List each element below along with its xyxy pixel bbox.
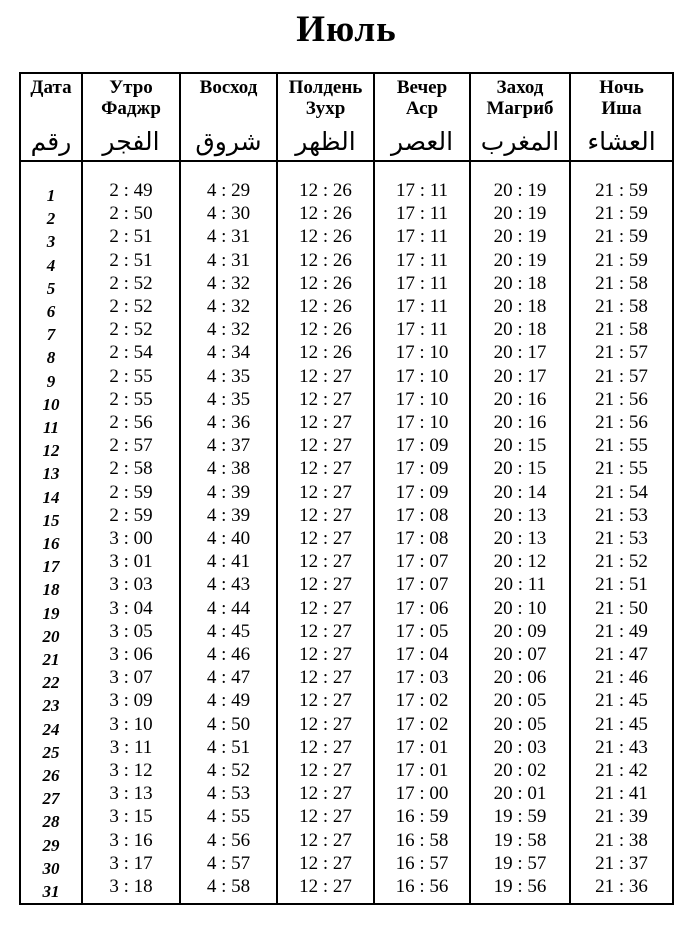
isha-time: 21 : 43 [595, 736, 648, 758]
day-number: 12 [42, 441, 60, 461]
asr-time: 17 : 01 [395, 760, 449, 782]
asr-time: 17 : 11 [395, 203, 449, 225]
asr-time: 17 : 09 [395, 458, 449, 480]
column-label-ar: الظهر [295, 127, 356, 156]
isha-time: 21 : 59 [595, 203, 648, 225]
isha-time: 21 : 52 [595, 551, 648, 573]
sunrise-time: 4 : 44 [206, 597, 251, 619]
maghrib-time: 20 : 11 [493, 574, 547, 596]
fajr-time: 2 : 59 [109, 504, 153, 526]
column-label-ru: Утро [109, 77, 153, 98]
maghrib-time: 20 : 15 [493, 435, 547, 457]
maghrib-time: 19 : 58 [493, 829, 547, 851]
sunrise-time: 4 : 29 [206, 180, 251, 201]
isha-time: 21 : 59 [595, 249, 648, 271]
zuhr-time: 12 : 26 [299, 296, 352, 318]
zuhr-time: 12 : 27 [299, 620, 352, 642]
column-header-sunrise [181, 74, 278, 160]
fajr-time: 2 : 52 [109, 272, 153, 294]
column-header-ru-block [289, 77, 363, 119]
day-number: 3 [46, 232, 56, 252]
day-number: 1 [46, 186, 56, 205]
asr-time: 17 : 10 [395, 365, 449, 387]
fajr-time: 3 : 15 [109, 806, 153, 828]
day-number: 29 [42, 835, 60, 855]
column-values-sunrise [181, 162, 278, 903]
sunrise-time: 4 : 35 [206, 388, 251, 410]
maghrib-time: 20 : 15 [493, 458, 547, 480]
asr-time: 16 : 59 [395, 806, 449, 828]
fajr-time: 3 : 18 [109, 876, 153, 898]
fajr-time: 3 : 11 [109, 736, 153, 758]
asr-time: 17 : 11 [395, 319, 449, 341]
sunrise-time: 4 : 39 [206, 504, 251, 526]
asr-time: 16 : 57 [395, 852, 449, 874]
maghrib-time: 20 : 16 [493, 412, 547, 434]
maghrib-time: 19 : 56 [493, 876, 547, 898]
zuhr-time: 12 : 27 [299, 435, 352, 457]
sunrise-time: 4 : 36 [206, 412, 251, 434]
asr-time: 16 : 58 [395, 829, 449, 851]
asr-time: 17 : 07 [395, 574, 449, 596]
zuhr-time: 12 : 27 [299, 667, 352, 689]
day-number: 13 [42, 464, 60, 484]
zuhr-time: 12 : 27 [299, 504, 352, 526]
column-label-ru: Вечер [396, 77, 448, 98]
maghrib-time: 20 : 05 [493, 713, 547, 735]
fajr-time: 2 : 52 [109, 319, 153, 341]
column-values-asr [375, 162, 471, 903]
fajr-time: 2 : 56 [109, 412, 153, 434]
fajr-time: 3 : 03 [109, 574, 153, 596]
asr-time: 17 : 10 [395, 388, 449, 410]
isha-time: 21 : 56 [595, 412, 648, 434]
column-header-maghrib [471, 74, 571, 160]
fajr-time: 2 : 55 [109, 365, 153, 387]
asr-time: 17 : 08 [395, 504, 449, 526]
isha-time: 21 : 58 [595, 272, 648, 294]
day-number: 20 [42, 626, 60, 646]
isha-time: 21 : 56 [595, 388, 648, 410]
column-label-ru-line2: Магриб [486, 98, 554, 119]
sunrise-time: 4 : 45 [206, 620, 251, 642]
maghrib-time: 20 : 18 [493, 272, 547, 294]
isha-time: 21 : 45 [595, 690, 648, 712]
fajr-time: 3 : 07 [109, 667, 153, 689]
maghrib-time: 20 : 10 [493, 597, 547, 619]
sunrise-time: 4 : 35 [206, 365, 251, 387]
sunrise-time: 4 : 58 [206, 876, 251, 898]
sunrise-time: 4 : 49 [206, 690, 251, 712]
fajr-time: 3 : 12 [109, 760, 153, 782]
column-label-ru-line2: Зухр [305, 98, 346, 119]
day-number: 31 [42, 882, 60, 902]
page-title: Июль [296, 9, 397, 50]
sunrise-time: 4 : 51 [206, 736, 251, 758]
isha-time: 21 : 46 [595, 667, 648, 689]
day-number: 11 [42, 418, 60, 438]
maghrib-time: 20 : 19 [493, 180, 547, 201]
zuhr-time: 12 : 27 [299, 388, 352, 410]
column-header-ru-block [101, 77, 161, 119]
day-number: 5 [46, 278, 56, 298]
day-number: 26 [42, 766, 60, 786]
column-header-ru-block [486, 77, 553, 119]
fajr-time: 3 : 10 [109, 713, 153, 735]
asr-time: 17 : 02 [395, 690, 449, 712]
isha-time: 21 : 38 [595, 829, 648, 851]
maghrib-time: 19 : 57 [493, 852, 547, 874]
asr-time: 17 : 10 [395, 342, 449, 364]
day-number: 2 [46, 209, 56, 229]
column-header-ru-block [397, 77, 447, 119]
sunrise-time: 4 : 31 [206, 226, 251, 248]
isha-time: 21 : 58 [595, 319, 648, 341]
sunrise-time: 4 : 32 [206, 272, 251, 294]
column-header-day [21, 74, 83, 160]
isha-time: 21 : 37 [595, 852, 648, 874]
maghrib-time: 20 : 12 [493, 551, 547, 573]
column-label-ru: Ночь [599, 77, 644, 98]
fajr-time: 2 : 51 [109, 249, 153, 271]
column-label-ar: رقم [30, 127, 72, 156]
maghrib-time: 20 : 16 [493, 388, 547, 410]
zuhr-time: 12 : 27 [299, 876, 352, 898]
sunrise-time: 4 : 53 [206, 783, 251, 805]
zuhr-time: 12 : 26 [299, 203, 352, 225]
zuhr-time: 12 : 27 [299, 365, 352, 387]
fajr-time: 2 : 59 [109, 481, 153, 503]
isha-time: 21 : 47 [595, 644, 648, 666]
maghrib-time: 20 : 06 [493, 667, 547, 689]
isha-time: 21 : 51 [595, 574, 648, 596]
sunrise-time: 4 : 55 [206, 806, 251, 828]
zuhr-time: 12 : 27 [299, 806, 352, 828]
isha-time: 21 : 57 [595, 342, 648, 364]
day-number: 7 [46, 325, 56, 345]
fajr-time: 2 : 55 [109, 388, 153, 410]
maghrib-time: 20 : 19 [493, 249, 547, 271]
zuhr-time: 12 : 26 [299, 342, 352, 364]
sunrise-time: 4 : 46 [206, 644, 251, 666]
day-number: 19 [42, 603, 60, 623]
column-label-ru: Заход [496, 77, 544, 98]
fajr-time: 2 : 54 [109, 342, 153, 364]
prayer-times-table [19, 72, 674, 905]
zuhr-time: 12 : 27 [299, 458, 352, 480]
isha-time: 21 : 55 [595, 458, 648, 480]
fajr-time: 3 : 04 [109, 597, 153, 619]
sunrise-time: 4 : 41 [206, 551, 251, 573]
sunrise-time: 4 : 38 [206, 458, 251, 480]
day-number: 24 [42, 719, 60, 739]
fajr-time: 2 : 50 [109, 203, 153, 225]
fajr-time: 3 : 06 [109, 644, 153, 666]
column-label-ru-line2: Фаджр [101, 98, 161, 119]
day-number: 28 [42, 812, 60, 832]
maghrib-time: 20 : 13 [493, 528, 547, 550]
column-label-ar: المغرب [480, 127, 560, 156]
column-values-isha [571, 162, 672, 903]
fajr-time: 3 : 00 [109, 528, 153, 550]
zuhr-time: 12 : 26 [299, 180, 352, 201]
fajr-time: 2 : 52 [109, 296, 153, 318]
column-label-ru-line2 [30, 98, 71, 119]
day-number: 8 [46, 348, 56, 368]
asr-time: 17 : 03 [395, 667, 449, 689]
zuhr-time: 12 : 27 [299, 551, 352, 573]
isha-time: 21 : 42 [595, 760, 648, 782]
zuhr-time: 12 : 27 [299, 597, 352, 619]
column-header-zuhr [278, 74, 375, 160]
isha-time: 21 : 36 [595, 876, 648, 898]
asr-time: 17 : 11 [395, 296, 449, 318]
asr-time: 17 : 11 [395, 272, 449, 294]
column-label-ar: العشاء [587, 127, 656, 156]
column-header-fajr [83, 74, 181, 160]
sunrise-time: 4 : 43 [206, 574, 251, 596]
column-header-ru-block [30, 77, 71, 119]
column-values-maghrib [471, 162, 571, 903]
zuhr-time: 12 : 26 [299, 249, 352, 271]
fajr-time: 3 : 17 [109, 852, 153, 874]
maghrib-time: 20 : 19 [493, 226, 547, 248]
column-label-ru-line2: Иша [601, 98, 642, 119]
day-number: 25 [42, 742, 60, 762]
maghrib-time: 20 : 09 [493, 620, 547, 642]
zuhr-time: 12 : 27 [299, 760, 352, 782]
isha-time: 21 : 59 [595, 180, 648, 201]
sunrise-time: 4 : 37 [206, 435, 251, 457]
zuhr-time: 12 : 27 [299, 644, 352, 666]
isha-time: 21 : 41 [595, 783, 648, 805]
day-number: 6 [46, 302, 56, 322]
column-values-fajr [83, 162, 181, 903]
sunrise-time: 4 : 56 [206, 829, 251, 851]
isha-time: 21 : 57 [595, 365, 648, 387]
column-values-day [21, 162, 83, 903]
isha-time: 21 : 58 [595, 296, 648, 318]
zuhr-time: 12 : 26 [299, 272, 352, 294]
day-number: 27 [42, 789, 60, 809]
zuhr-time: 12 : 26 [299, 226, 352, 248]
asr-time: 17 : 01 [395, 736, 449, 758]
maghrib-time: 20 : 02 [493, 760, 547, 782]
fajr-time: 2 : 57 [109, 435, 153, 457]
zuhr-time: 12 : 27 [299, 574, 352, 596]
zuhr-time: 12 : 27 [299, 528, 352, 550]
zuhr-time: 12 : 27 [299, 412, 352, 434]
asr-time: 17 : 00 [395, 783, 449, 805]
maghrib-time: 20 : 03 [493, 736, 547, 758]
maghrib-time: 20 : 19 [493, 203, 547, 225]
column-label-ar: الفجر [102, 127, 160, 156]
zuhr-time: 12 : 27 [299, 783, 352, 805]
sunrise-time: 4 : 31 [206, 249, 251, 271]
maghrib-time: 20 : 05 [493, 690, 547, 712]
asr-time: 17 : 10 [395, 412, 449, 434]
sunrise-time: 4 : 50 [206, 713, 251, 735]
table-header-row [21, 74, 672, 162]
column-label-ar: شروق [195, 127, 262, 156]
fajr-time: 3 : 16 [109, 829, 153, 851]
column-label-ar: العصر [390, 127, 454, 156]
zuhr-time: 12 : 27 [299, 829, 352, 851]
column-header-ru-block [200, 77, 258, 119]
asr-time: 17 : 11 [395, 226, 449, 248]
asr-time: 17 : 07 [395, 551, 449, 573]
maghrib-time: 20 : 17 [493, 342, 547, 364]
day-number: 30 [42, 858, 60, 878]
sunrise-time: 4 : 39 [206, 481, 251, 503]
maghrib-time: 19 : 59 [493, 806, 547, 828]
asr-time: 17 : 09 [395, 435, 449, 457]
day-number: 17 [42, 557, 60, 577]
asr-time: 17 : 04 [395, 644, 449, 666]
asr-time: 17 : 08 [395, 528, 449, 550]
isha-time: 21 : 59 [595, 226, 648, 248]
asr-time: 17 : 09 [395, 481, 449, 503]
sunrise-time: 4 : 52 [206, 760, 251, 782]
asr-time: 17 : 05 [395, 620, 449, 642]
sunrise-time: 4 : 32 [206, 319, 251, 341]
day-number: 22 [42, 673, 60, 693]
isha-time: 21 : 54 [595, 481, 648, 503]
sunrise-time: 4 : 32 [206, 296, 251, 318]
day-number: 16 [42, 534, 60, 554]
isha-time: 21 : 50 [595, 597, 648, 619]
day-number: 18 [42, 580, 60, 600]
column-label-ru: Дата [30, 77, 72, 98]
asr-time: 17 : 02 [395, 713, 449, 735]
column-header-asr [375, 74, 471, 160]
sunrise-time: 4 : 30 [206, 203, 251, 225]
zuhr-time: 12 : 27 [299, 481, 352, 503]
maghrib-time: 20 : 14 [493, 481, 547, 503]
isha-time: 21 : 39 [595, 806, 648, 828]
asr-time: 17 : 11 [395, 249, 449, 271]
fajr-time: 2 : 51 [109, 226, 153, 248]
sunrise-time: 4 : 34 [206, 342, 251, 364]
asr-time: 17 : 06 [395, 597, 449, 619]
maghrib-time: 20 : 18 [493, 296, 547, 318]
column-label-ru: Полдень [288, 77, 363, 98]
maghrib-time: 20 : 01 [493, 783, 547, 805]
day-number: 21 [42, 650, 60, 670]
fajr-time: 3 : 01 [109, 551, 153, 573]
day-number: 10 [42, 394, 60, 414]
fajr-time: 3 : 05 [109, 620, 153, 642]
day-number: 14 [42, 487, 60, 507]
column-header-ru-block [599, 77, 644, 119]
column-values-zuhr [278, 162, 375, 903]
asr-time: 16 : 56 [395, 876, 449, 898]
maghrib-time: 20 : 17 [493, 365, 547, 387]
fajr-time: 2 : 49 [109, 180, 153, 201]
fajr-time: 2 : 58 [109, 458, 153, 480]
isha-time: 21 : 49 [595, 620, 648, 642]
zuhr-time: 12 : 26 [299, 319, 352, 341]
asr-time: 17 : 11 [395, 180, 449, 201]
isha-time: 21 : 45 [595, 713, 648, 735]
table-body [21, 162, 672, 903]
zuhr-time: 12 : 27 [299, 852, 352, 874]
isha-time: 21 : 53 [595, 504, 648, 526]
day-number: 4 [46, 255, 56, 275]
column-header-isha [571, 74, 672, 160]
fajr-time: 3 : 13 [109, 783, 153, 805]
column-label-ru: Восход [199, 77, 258, 98]
day-number: 9 [46, 371, 56, 391]
isha-time: 21 : 55 [595, 435, 648, 457]
column-label-ru-line2 [200, 98, 258, 119]
isha-time: 21 : 53 [595, 528, 648, 550]
zuhr-time: 12 : 27 [299, 736, 352, 758]
zuhr-time: 12 : 27 [299, 690, 352, 712]
maghrib-time: 20 : 13 [493, 504, 547, 526]
fajr-time: 3 : 09 [109, 690, 153, 712]
sunrise-time: 4 : 47 [206, 667, 251, 689]
day-number: 23 [42, 696, 60, 716]
day-number: 15 [42, 510, 60, 530]
maghrib-time: 20 : 07 [493, 644, 547, 666]
column-label-ru-line2: Аср [405, 98, 439, 119]
sunrise-time: 4 : 40 [206, 528, 251, 550]
sunrise-time: 4 : 57 [206, 852, 251, 874]
zuhr-time: 12 : 27 [299, 713, 352, 735]
maghrib-time: 20 : 18 [493, 319, 547, 341]
